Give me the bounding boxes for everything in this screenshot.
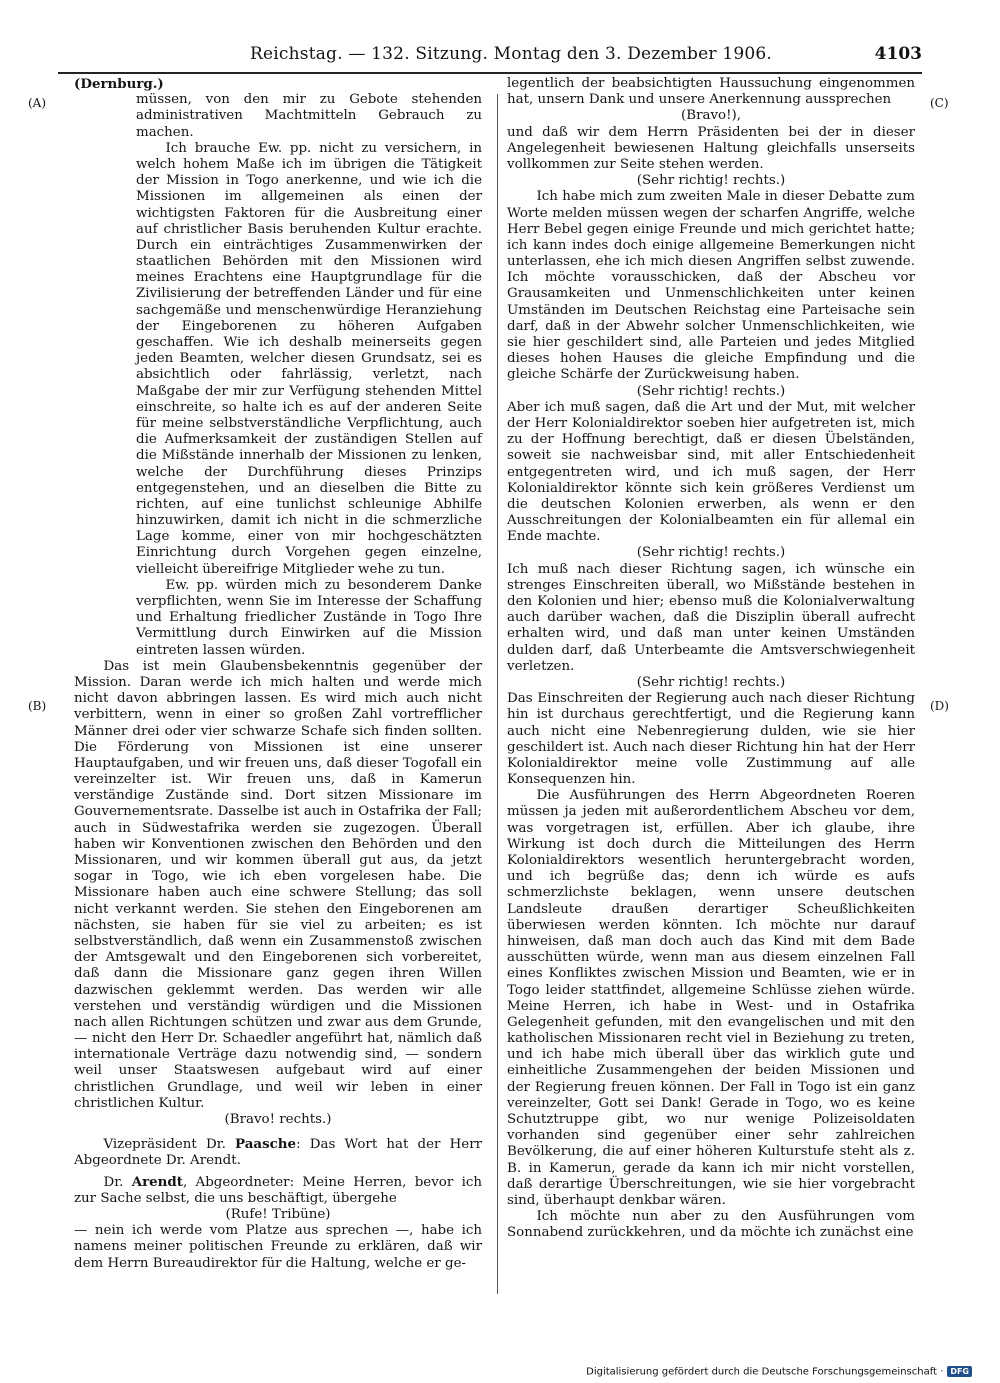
paragraph: legentlich der beabsichtigten Haussuchung eingenommen hat, unsern Dank und unsere Anerkennung aussprechen (507, 76, 915, 108)
speaker-prefix: Vizepräsident Dr. (103, 1137, 236, 1153)
speaker-paragraph-paasche (74, 1136, 482, 1169)
reaction-note: (Sehr richtig! rechts.) (636, 383, 786, 399)
margin-marker-c: (C) (930, 96, 949, 110)
digitization-footer (586, 1366, 972, 1378)
speaker-paragraph-arendt (74, 1174, 482, 1207)
reaction-note: (Sehr richtig! rechts.) (636, 674, 786, 690)
speaker-prefix: Dr. (103, 1174, 132, 1190)
paragraph: Ich brauche Ew. pp. nicht zu versichern, in welch hohem Maße ich im übrigen die Tätigkeit der Mission in Togo anerkenne, und wie ich die Missionen im allgemeinen als einen der wichtigsten Faktoren für die Ausbreitung einer auf christlicher Basis beruhenden Kultur erachte. Durch ein einträchtiges Zusammenwirken der staatlichen Behörden mit den Missionen wird meines Erachtens eine Hauptgrundlage für die Zivilisierung der betreffenden Länder und für eine sachgemäße und menschenwürdige Heranziehung der Eingeborenen zu höheren Aufgaben geschaffen. Wie ich deshalb meinerseits gegen jeden Beamten, welcher diesen Grundsatz, sei es absichtlich oder fahrlässig, verletzt, nach Maßgabe der mir zur Verfügung stehenden Mittel einschreite, so halte ich es auf der anderen Seite für meine selbstverständliche Verpflichtung, auch die Aufmerksamkeit der zuständigen Stellen auf die Mißstände innerhalb der Missionen zu lenken, welche der Durchführung dieses Prinzips entgegenstehen, und an dieselben die Bitte zu richten, auf eine tunlichst schleunige Abhilfe hinzuwirken, damit ich nicht in die schmerzliche Lage komme, einer von mir hochgeschätzten Einrichtung durch Vorgehen gegen einzelne, vielleicht übereifrige Mitglieder wehe zu tun. (136, 140, 482, 577)
margin-marker-b: (B) (28, 699, 47, 713)
paragraph: Das ist mein Glaubensbekenntnis gegenüber der Mission. Daran werde ich mich halten und werde mich nicht davon abbringen lassen. Es wird mich auch nicht verbittern, wenn in einer so großen Zahl vortrefflicher Männer drei oder vier schwarze Schafe sich finden sollten. Die Förderung von Missionen ist eine unserer Hauptaufgaben, und wir freuen uns, daß dieser Togofall ein vereinzelter ist. Wir freuen uns, daß in Kamerun verständige Zustände sind. Dort sitzen Missionare im Gouvernementsrate. Dasselbe ist auch in Ostafrika der Fall; auch in Südwestafrika werden sie zugezogen. Überall haben wir Konventionen zwischen den Behörden und den Missionaren, und wir kommen überall gut aus, da jetzt sogar in Togo, wie ich eben vorgelesen habe. Die Missionare haben auch eine schwere Stellung; das soll nicht verkannt werden. Sie stehen den Eingeborenen am nächsten, sie haben für sie viel zu arbeiten; es ist selbstverständlich, daß wenn ein Zusammenstoß zwischen der Amtsgewalt und den Eingeborenen sich vorbereitet, daß dann die Missionare ganz gegen ihren Willen dazwischen geklemmt werden. Das werden wir alle verstehen und verständig würdigen und die Missionen nach allen Richtungen schützen und zwar aus dem Grunde, — nicht den Herr Dr. Schaedler angeführt hat, nämlich daß internationale Verträge dazu notwendig sind, — sondern weil unser Staatswesen aufgebaut wird auf einer christlichen Grundlage, und weil wir leben in einer christlichen Kultur. (74, 658, 482, 1111)
header-rule (58, 72, 922, 74)
dfg-logo-icon: DFG (947, 1366, 972, 1377)
reaction-note: (Bravo!), (681, 108, 741, 124)
reaction-note: (Rufe! Tribüne) (225, 1206, 331, 1222)
margin-marker-a: (A) (28, 96, 47, 110)
page-header (0, 40, 1000, 74)
page-number: 4103 (874, 44, 922, 64)
margin-marker-d: (D) (930, 699, 949, 713)
reaction-note: (Bravo! rechts.) (224, 1112, 332, 1127)
paragraph: Ich muß nach dieser Richtung sagen, ich wünsche ein strenges Einschreiten überall, wo Mißstände bestehen in den Kolonien und hier; ebenso muß die Kolonialverwaltung auch darüber wachen, daß die Disziplin überall aufrecht erhalten wird, und daß man unter keinen Umständen dulden darf, daß Unterbeamte die Amtsverschwiegenheit verletzen. (507, 561, 915, 674)
paragraph: und daß wir dem Herrn Präsidenten bei der in dieser Angelegenheit bewiesenen Haltung gleichfalls unserseits vollkommen zur Seite stehen werden. (507, 124, 915, 172)
reaction-note: (Sehr richtig! rechts.) (636, 173, 786, 189)
footer-text: Digitalisierung gefördert durch die Deutsche Forschungsgemeinschaft · (586, 1366, 944, 1378)
paragraph: Aber ich muß sagen, daß die Art und der Mut, mit welcher der Herr Kolonialdirektor soeben hier aufgetreten ist, mich zu der Hoffnung berechtigt, daß er diesen Übelständen, soweit sie nachweisbar sind, mit aller Entschiedenheit entgegentreten wird, und ich muß sagen, der Herr Kolonialdirektor könnte sich kein größeres Verdienst um die deutschen Kolonien erwerben, als wenn er den Ausschreitungen der Kolonialbeamten ein für allemal ein Ende machte. (507, 399, 915, 545)
paragraph: Die Ausführungen des Herrn Abgeordneten Roeren müssen ja jeden mit außerordentlichem Abscheu vor dem, was vorgetragen ist, erfüllen. Aber ich glaube, ihre Wirkung ist doch durch die Mitteilungen des Herrn Kolonialdirektors wesentlich heruntergebracht worden, und ich begrüße das; denn ich würde es aufs schmerzlichste beklagen, wenn unsere deutschen Landsleute draußen derartiger Scheußlichkeiten überwiesen werden könnten. Ich möchte nur darauf hinweisen, daß man doch auch das Kind mit dem Bade ausschütten würde, wenn man aus diesem einzelnen Fall eines Konfliktes zwischen Mission und Beamten, wie er in Togo leider stattfindet, allgemeine Schlüsse ziehen würde. Meine Herren, ich habe in West- und in Ostafrika Gelegenheit gefunden, mit den evangelischen und mit den katholischen Missionaren recht viel in Beziehung zu treten, und ich habe mich überall über das wirklich gute und einheitliche Zusammengehen der beiden Missionen und der Regierung freuen können. Der Fall in Togo ist ein ganz vereinzelter, Gott sei Dank! Gerade in Togo, wo es keine Schutztruppe gibt, wo nur wenige Polizeisoldaten vorhanden sind gegenüber einer sehr zahlreichen Bevölkerung, die auf einer höheren Kulturstufe steht als z. B. in Kamerun, gerade da kann ich mir nicht vorstellen, daß derartige Überschreitungen, wie sie hier vorgebracht sind, überhaupt denkbar wären. (507, 788, 915, 1208)
reaction-note: (Sehr richtig! rechts.) (636, 545, 786, 561)
paragraph: Das Einschreiten der Regierung auch nach dieser Richtung hin ist durchaus gerechtfertigt, und die Regierung kann auch nicht eine Nebenregierung dulden, wie sie hier geschildert ist. Auch nach dieser Richtung hin hat der Herr Kolonialdirektor meine volle Zustimmung auf alle Konsequenzen hin. (507, 691, 915, 788)
speaker-tag-dernburg: (Dernburg.) (74, 76, 164, 92)
paragraph: Ew. pp. würden mich zu besonderem Danke verpflichten, wenn Sie im Interesse der Schaffung und Erhaltung friedlicher Zustände in Togo Ihre Vermittlung durch Einwirken auf die Mission eintreten lassen würden. (136, 577, 482, 658)
speaker-name-arendt: Arendt (131, 1173, 183, 1190)
paragraph: — nein ich werde vom Platze aus sprechen —, habe ich namens meiner politischen Freunde zu erklären, daß wir dem Herrn Bureaudirektor für die Haltung, welche er ge- (74, 1223, 482, 1271)
speaker-text: , Abgeordneter: Meine Herren, bevor ich zur Sache selbst, die uns beschäftigt, übergehe (74, 1174, 482, 1206)
paragraph: Ich habe mich zum zweiten Male in dieser Debatte zum Worte melden müssen wegen der scharfen Angriffe, welche Herr Bebel gegen einige Freunde und mich gerichtet hatte; ich kann indes doch einige allgemeine Bemerkungen nicht unterlassen, ehe ich mich diesen Angriffen selbst zuwende. Ich möchte vorausschicken, daß der Abscheu vor Grausamkeiten und Unmenschlichkeiten unter keinen Umständen im Deutschen Reichstag eine Parteisache sein darf, daß in der Abwehr solcher Unmenschlichkeiten, wie sie hier geschildert sind, alle Parteien und jedes Mitglied dieses hohen Hauses die gleiche Empfindung und die gleiche Schärfe der Zurückweisung haben. (507, 189, 915, 383)
left-column (74, 76, 482, 1272)
right-column (507, 76, 915, 1242)
paragraph: Ich möchte nun aber zu den Ausführungen vom Sonnabend zurückkehren, und da möchte ich zunächst eine (507, 1209, 915, 1241)
running-header-title: Reichstag. — 132. Sitzung. Montag den 3. Dezember 1906. (250, 44, 772, 64)
speaker-name-paasche: Paasche (235, 1136, 297, 1153)
speaker-text: : Das Wort hat der Herr Abgeordnete Dr. Arendt. (74, 1137, 483, 1169)
column-divider (497, 94, 498, 1294)
paragraph: müssen, von den mir zu Gebote stehenden administrativen Machtmitteln Gebrauch zu machen. (136, 92, 482, 140)
